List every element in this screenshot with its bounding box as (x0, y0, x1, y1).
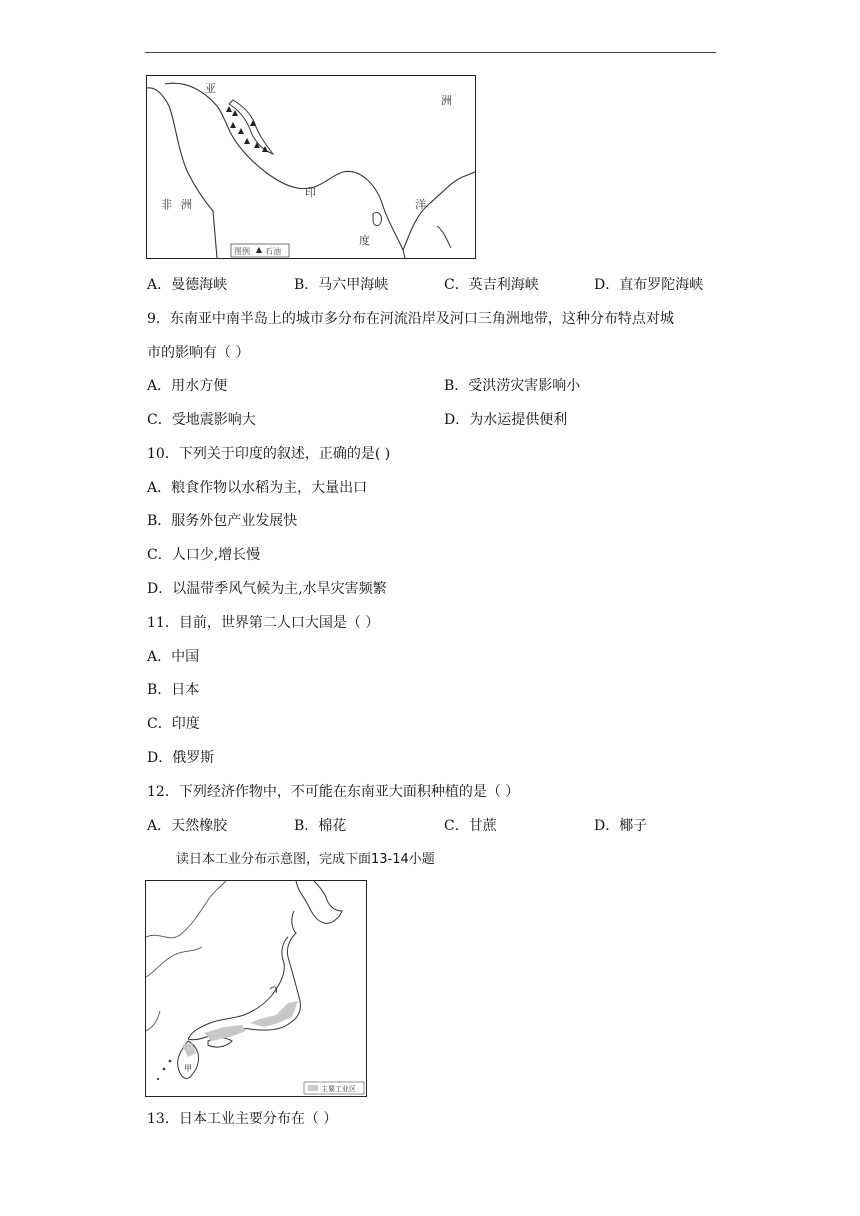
industrial-legend-swatch (308, 1085, 318, 1091)
q11-option-a[interactable]: A．中国 (147, 649, 200, 665)
japan-industry-map (145, 880, 367, 1097)
q9-option-b[interactable]: B．受洪涝灾害影响小 (444, 378, 581, 394)
q11-option-b[interactable]: B．日本 (147, 682, 200, 698)
q12-stem: 12．下列经济作物中，不可能在东南亚大面积种植的是（ ） (147, 784, 520, 800)
q8-option-c[interactable]: C．英吉利海峡 (444, 277, 539, 293)
q9-stem-line1: 9．东南亚中南半岛上的城市多分布在河流沿岸及河口三角洲地带，这种分布特点对城 (147, 311, 674, 327)
map1-legend-item: 石油 (265, 247, 281, 256)
q10-option-a[interactable]: A．粮食作物以水稻为主，大量出口 (147, 480, 368, 496)
japan-map-drawing (146, 881, 366, 1096)
q12-option-d[interactable]: D．椰子 (594, 818, 648, 834)
header-rule (145, 52, 716, 53)
q10-option-d[interactable]: D．以温带季风气候为主,水旱灾害频繁 (147, 581, 387, 597)
label-du: 度 (359, 234, 370, 247)
q9-option-a[interactable]: A．用水方便 (147, 378, 228, 394)
label-jia: 甲 (184, 1064, 192, 1073)
label-zhou-top: 洲 (441, 94, 452, 107)
west-asia-map (146, 75, 476, 259)
label-ya: 亚 (205, 82, 216, 95)
oil-markers (226, 106, 268, 152)
label-yang: 洋 (415, 198, 426, 211)
q11-option-c[interactable]: C．印度 (147, 716, 200, 732)
q11-option-d[interactable]: D．俄罗斯 (147, 750, 215, 766)
q10-option-b[interactable]: B．服务外包产业发展快 (147, 513, 298, 529)
map2-legend-label: 主要工业区 (321, 1085, 356, 1093)
label-yin: 印 (305, 186, 316, 199)
map1-legend-title: 图例 (234, 247, 250, 256)
q8-option-b[interactable]: B．马六甲海峡 (294, 277, 389, 293)
q9-option-d[interactable]: D．为水运提供便利 (444, 412, 568, 428)
intro-13-14: 读日本工业分布示意图，完成下面13-14小题 (176, 852, 435, 867)
industrial-zone-kanto-tokai (250, 1001, 298, 1027)
q8-option-d[interactable]: D．直布罗陀海峡 (594, 277, 704, 293)
q9-option-c[interactable]: C．受地震影响大 (147, 412, 256, 428)
q12-option-c[interactable]: C．甘蔗 (444, 818, 497, 834)
q12-option-b[interactable]: B．棉花 (294, 818, 347, 834)
q10-option-c[interactable]: C．人口少,增长慢 (147, 547, 261, 563)
q10-stem: 10．下列关于印度的叙述，正确的是( ) (147, 446, 391, 462)
west-asia-map-drawing (147, 76, 475, 258)
q8-option-a[interactable]: A．曼德海峡 (147, 277, 228, 293)
label-zhou-left: 洲 (181, 198, 192, 211)
q9-stem-line2: 市的影响有（ ） (147, 345, 250, 361)
q12-option-a[interactable]: A．天然橡胶 (147, 818, 228, 834)
label-fei: 非 (161, 198, 172, 211)
q13-stem: 13．日本工业主要分布在（ ） (147, 1111, 338, 1127)
q11-stem: 11．目前，世界第二人口大国是（ ） (147, 615, 380, 631)
